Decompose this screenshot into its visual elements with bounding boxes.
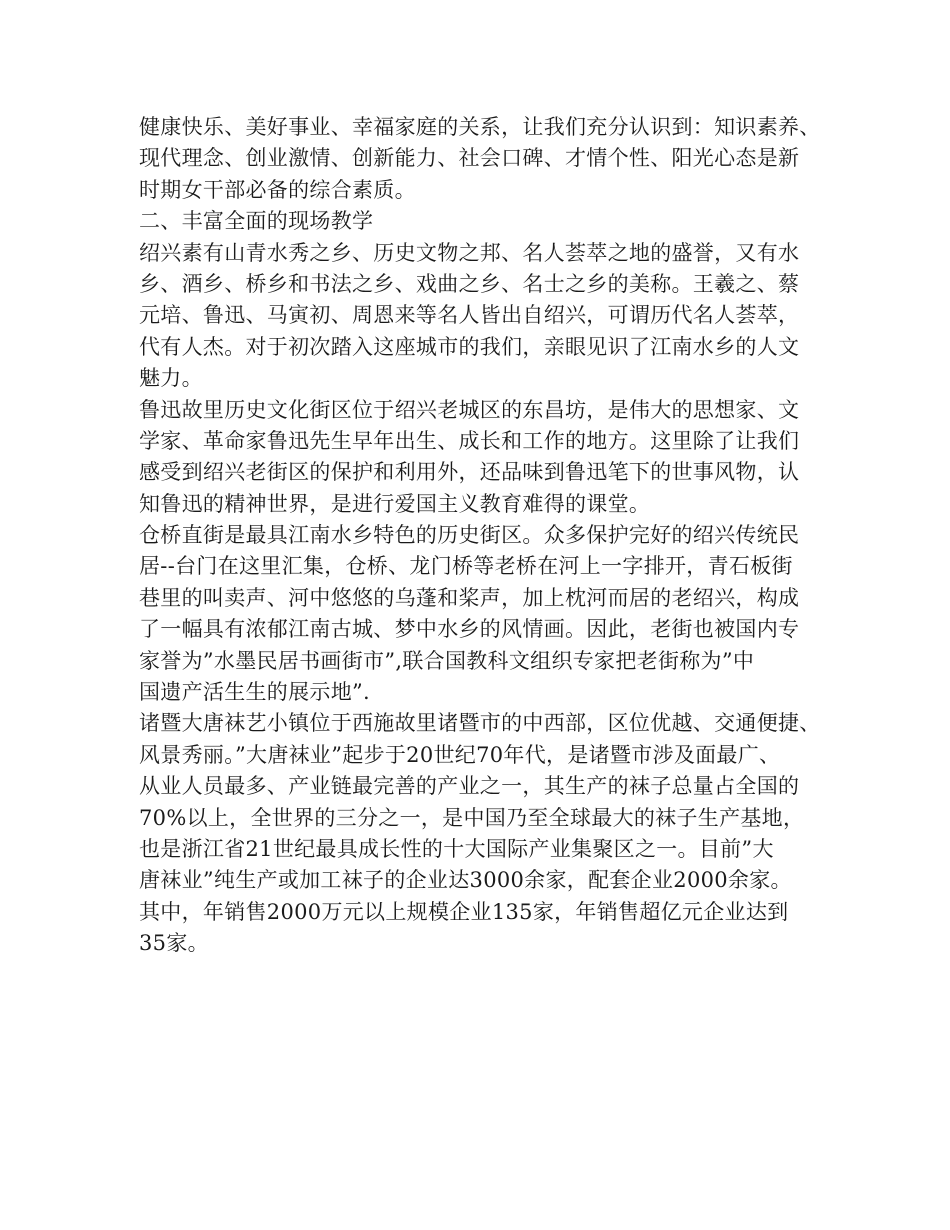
text-line: 鲁迅故里历史文化街区位于绍兴老城区的东昌坊，是伟大的思想家、文 (139, 397, 800, 422)
text-line: 现代理念、创业激情、创新能力、社会口碑、才情个性、阳光心态是新 (139, 146, 800, 171)
body-text (139, 112, 839, 960)
text-line: 70%以上，全世界的三分之一，是中国乃至全球最大的袜子生产基地， (139, 805, 805, 830)
text-line: 时期女干部必备的综合素质。 (139, 177, 416, 202)
text-line: 感受到绍兴老街区的保护和利用外，还品味到鲁迅笔下的世事风物，认 (139, 460, 800, 485)
text-line: 国遗产活生生的展示地”. (139, 680, 371, 705)
text-line: 诸暨大唐袜艺小镇位于西施故里诸暨市的中西部，区位优越、交通便捷、 (139, 711, 821, 736)
text-line: 健康快乐、美好事业、幸福家庭的关系，让我们充分认识到：知识素养、 (139, 115, 821, 139)
text-line: 巷里的叫卖声、河中悠悠的乌蓬和桨声，加上枕河而居的老绍兴，构成 (139, 585, 800, 610)
text-line: 也是浙江省21世纪最具成长性的十大国际产业集聚区之一。目前”大 (139, 836, 774, 861)
text-line: 了一幅具有浓郁江南古城、梦中水乡的风情画。因此，老街也被国内专 (139, 617, 800, 642)
text-line: 家誉为”水墨民居书画街市”,联合国教科文组织专家把老街称为”中 (139, 648, 755, 673)
text-line: 知鲁迅的精神世界，是进行爱国主义教育难得的课堂。 (139, 491, 651, 516)
text-line: 唐袜业”纯生产或加工袜子的企业达3000余家，配套企业2000余家。 (139, 868, 792, 893)
section-heading: 二、丰富全面的现场教学 (139, 209, 374, 234)
text-line: 元培、鲁迅、马寅初、周恩来等名人皆出自绍兴，可谓历代名人荟萃， (139, 303, 800, 328)
text-line: 其中，年销售2000万元以上规模企业135家，年销售超亿元企业达到 (139, 899, 789, 924)
text-line: 乡、酒乡、桥乡和书法之乡、戏曲之乡、名士之乡的美称。王羲之、蔡 (139, 271, 800, 296)
text-line: 从业人员最多、产业链最完善的产业之一，其生产的袜子总量占全国的 (139, 774, 800, 799)
text-line: 居--台门在这里汇集，仓桥、龙门桥等老桥在河上一字排开，青石板街 (139, 554, 793, 579)
text-line: 仓桥直街是最具江南水乡特色的历史街区。众多保护完好的绍兴传统民 (139, 523, 800, 548)
text-line: 风景秀丽。”大唐袜业”起步于20世纪70年代，是诸暨市涉及面最广、 (139, 742, 781, 767)
text-line: 绍兴素有山青水秀之乡、历史文物之邦、名人荟萃之地的盛誉，又有水 (139, 240, 800, 265)
text-line: 代有人杰。对于初次踏入这座城市的我们，亲眼见识了江南水乡的人文 (139, 334, 800, 359)
text-line: 魅力。 (139, 366, 203, 391)
text-line: 35家。 (139, 931, 209, 956)
text-line: 学家、革命家鲁迅先生早年出生、成长和工作的地方。这里除了让我们 (139, 428, 800, 453)
